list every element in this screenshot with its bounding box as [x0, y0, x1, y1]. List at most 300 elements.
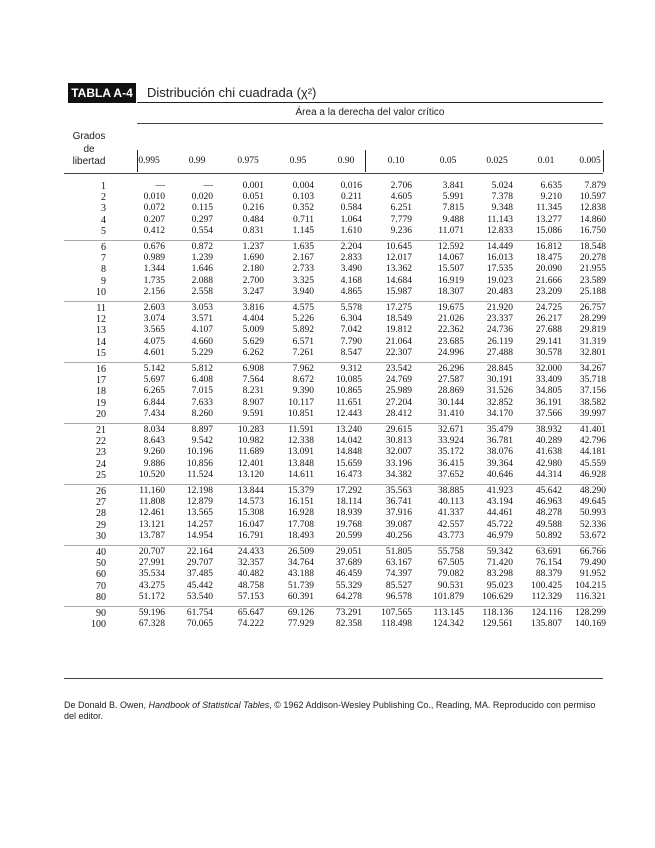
table-row: [0, 181, 655, 192]
row-group: [0, 303, 655, 364]
value-cell: 90.531: [437, 580, 464, 591]
value-cell: 25.989: [385, 386, 412, 397]
value-cell: 26.757: [579, 303, 606, 313]
value-cell: 12.198: [186, 486, 213, 496]
value-cell: 29.051: [335, 547, 362, 557]
value-cell: 13.362: [385, 264, 412, 275]
value-cell: 35.718: [579, 375, 606, 386]
value-cell: 0.051: [242, 192, 264, 203]
value-cell: 7.962: [292, 364, 314, 374]
value-cell: 2.558: [191, 286, 213, 297]
group-separator: [64, 423, 603, 424]
value-cell: 64.278: [335, 591, 362, 602]
value-cell: 107.565: [381, 608, 412, 618]
value-cell: 39.087: [385, 519, 412, 530]
value-cell: 3.841: [442, 181, 464, 191]
value-cell: 1.646: [191, 264, 213, 275]
value-cell: 74.222: [237, 619, 264, 630]
value-cell: 19.023: [486, 275, 513, 286]
value-cell: 27.991: [138, 558, 165, 569]
value-cell: 14.848: [335, 447, 362, 458]
value-cell: 37.652: [437, 469, 464, 480]
value-cell: 20.483: [486, 286, 513, 297]
value-cell: 51.805: [385, 547, 412, 557]
value-cell: 24.736: [486, 325, 513, 336]
value-cell: 37.485: [186, 569, 213, 580]
value-cell: 16.812: [535, 242, 562, 252]
value-cell: 7.779: [390, 214, 412, 225]
value-cell: 9.591: [242, 408, 264, 419]
value-cell: 53.540: [186, 591, 213, 602]
value-cell: 0.554: [191, 225, 213, 236]
df-cell: 19: [96, 397, 106, 409]
value-cell: 11.143: [487, 214, 513, 225]
footnote-prefix: De Donald B. Owen,: [64, 700, 149, 710]
value-cell: 43.188: [287, 569, 314, 580]
value-cell: 9.210: [540, 192, 562, 203]
table-row: [0, 348, 655, 359]
value-cell: 0.016: [340, 181, 362, 191]
value-cell: 12.017: [385, 253, 412, 264]
value-cell: 33.196: [385, 458, 412, 469]
value-cell: 22.307: [385, 347, 412, 358]
value-cell: 3.565: [143, 325, 165, 336]
value-cell: 3.816: [242, 303, 264, 313]
value-cell: 44.181: [579, 447, 606, 458]
value-cell: 79.490: [579, 558, 606, 569]
row-group: [0, 181, 655, 242]
value-cell: 91.952: [579, 569, 606, 580]
value-cell: 7.879: [584, 181, 606, 191]
value-cell: 8.672: [292, 375, 314, 386]
value-cell: 23.337: [486, 314, 513, 325]
value-cell: 20.278: [579, 253, 606, 264]
df-cell: 23: [96, 447, 106, 459]
alpha-header-1: 0.99: [188, 156, 206, 166]
table-row: [0, 203, 655, 214]
value-cell: 40.289: [535, 436, 562, 447]
value-cell: 59.196: [138, 608, 165, 618]
value-cell: 34.764: [287, 558, 314, 569]
value-cell: 55.758: [437, 547, 464, 557]
value-cell: 9.488: [442, 214, 464, 225]
value-cell: 0.989: [143, 253, 165, 264]
value-cell: 30.578: [535, 347, 562, 358]
value-cell: 27.204: [385, 397, 412, 408]
value-cell: 2.156: [143, 286, 165, 297]
value-cell: 12.833: [486, 225, 513, 236]
df-cell: 10: [96, 286, 106, 298]
table-title: Distribución chi cuadrada (χ²): [147, 85, 317, 100]
value-cell: 41.638: [535, 447, 562, 458]
table-label: TABLA A-4: [68, 83, 136, 103]
value-cell: 2.700: [242, 275, 264, 286]
value-cell: 112.329: [531, 591, 562, 602]
value-cell: 76.154: [535, 558, 562, 569]
table-row: [0, 425, 655, 436]
value-cell: 28.845: [486, 364, 513, 374]
value-cell: 45.559: [579, 458, 606, 469]
value-cell: 10.283: [237, 425, 264, 435]
value-cell: 51.172: [138, 591, 165, 602]
value-cell: 39.997: [579, 408, 606, 419]
table-row: [0, 398, 655, 409]
value-cell: 15.379: [287, 486, 314, 496]
df-header-line-2: de: [83, 143, 95, 155]
value-cell: 10.117: [288, 397, 314, 408]
value-cell: 28.299: [579, 314, 606, 325]
value-cell: 0.711: [292, 214, 314, 225]
value-cell: 79.082: [437, 569, 464, 580]
value-cell: 0.352: [292, 203, 314, 214]
value-cell: 50.892: [535, 530, 562, 541]
value-cell: 9.348: [491, 203, 513, 214]
value-cell: 67.328: [138, 619, 165, 630]
group-separator: [64, 301, 603, 302]
value-cell: 31.526: [486, 386, 513, 397]
table-row: [0, 608, 655, 619]
df-cell: 1: [101, 181, 106, 192]
header-rule: [137, 123, 603, 124]
df-cell: 7: [101, 253, 106, 265]
value-cell: 13.277: [535, 214, 562, 225]
value-cell: 16.928: [287, 508, 314, 519]
value-cell: 4.075: [143, 336, 165, 347]
value-cell: 4.660: [191, 336, 213, 347]
value-cell: 6.262: [242, 347, 264, 358]
value-cell: 50.993: [579, 508, 606, 519]
value-cell: 88.379: [535, 569, 562, 580]
value-cell: 44.314: [535, 469, 562, 480]
df-cell: 26: [96, 486, 106, 497]
value-cell: 13.120: [237, 469, 264, 480]
value-cell: 11.651: [336, 397, 362, 408]
value-cell: 60.391: [287, 591, 314, 602]
table-row: [0, 375, 655, 386]
df-cell: 30: [96, 530, 106, 542]
value-cell: 11.071: [438, 225, 464, 236]
table-body: [0, 181, 655, 669]
value-cell: 104.215: [575, 580, 606, 591]
value-cell: 36.415: [437, 458, 464, 469]
value-cell: 83.298: [486, 569, 513, 580]
header-divider-2: [603, 150, 604, 172]
value-cell: 10.856: [186, 458, 213, 469]
value-cell: 2.833: [340, 253, 362, 264]
value-cell: 26.217: [535, 314, 562, 325]
row-group: [0, 608, 655, 669]
value-cell: 38.932: [535, 425, 562, 435]
value-cell: 3.490: [340, 264, 362, 275]
value-cell: 14.067: [437, 253, 464, 264]
value-cell: 48.758: [237, 580, 264, 591]
value-cell: 0.216: [242, 203, 264, 214]
value-cell: 8.907: [242, 397, 264, 408]
value-cell: 30.813: [385, 436, 412, 447]
df-header-line-3: libertad: [72, 156, 106, 167]
alpha-header-4: 0.90: [337, 156, 355, 166]
value-cell: 18.475: [535, 253, 562, 264]
value-cell: 3.325: [292, 275, 314, 286]
value-cell: 15.659: [335, 458, 362, 469]
group-separator: [64, 545, 603, 546]
alpha-header-3: 0.95: [289, 156, 307, 166]
value-cell: 65.647: [237, 608, 264, 618]
value-cell: 0.584: [340, 203, 362, 214]
value-cell: 11.345: [536, 203, 562, 214]
value-cell: 5.226: [292, 314, 314, 325]
value-cell: 29.819: [579, 325, 606, 336]
value-cell: 15.507: [437, 264, 464, 275]
value-cell: 41.337: [437, 508, 464, 519]
value-cell: 9.260: [143, 447, 165, 458]
value-cell: 8.260: [191, 408, 213, 419]
value-cell: 45.442: [186, 580, 213, 591]
value-cell: 32.671: [437, 425, 464, 435]
value-cell: 45.642: [535, 486, 562, 496]
value-cell: 82.358: [335, 619, 362, 630]
value-cell: 43.773: [437, 530, 464, 541]
value-cell: 7.042: [340, 325, 362, 336]
value-cell: 12.592: [437, 242, 464, 252]
value-cell: 49.588: [535, 519, 562, 530]
value-cell: 100.425: [531, 580, 562, 591]
value-cell: 10.085: [335, 375, 362, 386]
value-cell: 29.141: [535, 336, 562, 347]
df-cell: 2: [101, 192, 106, 204]
value-cell: 38.076: [486, 447, 513, 458]
value-cell: 11.160: [139, 486, 165, 496]
value-cell: 36.741: [385, 497, 412, 508]
value-cell: 0.072: [143, 203, 165, 214]
value-cell: 1.610: [340, 225, 362, 236]
value-cell: 63.167: [385, 558, 412, 569]
value-cell: 1.239: [191, 253, 213, 264]
value-cell: 8.547: [340, 347, 362, 358]
value-cell: 46.459: [335, 569, 362, 580]
value-cell: 14.954: [186, 530, 213, 541]
value-cell: 17.535: [486, 264, 513, 275]
footnote-suffix: , © 1962 Addison-Wesley Publishing Co., Reading, MA. Reproducido con permiso del editor.: [64, 700, 596, 721]
row-group: [0, 364, 655, 425]
table-row: [0, 409, 655, 420]
value-cell: 5.991: [442, 192, 464, 203]
df-header-line-1: Grados: [72, 131, 106, 142]
group-separator: [64, 484, 603, 485]
value-cell: 7.434: [143, 408, 165, 419]
value-cell: 0.831: [242, 225, 264, 236]
alpha-header-6: 0.05: [439, 156, 457, 166]
group-separator: [64, 240, 603, 241]
value-cell: 15.086: [535, 225, 562, 236]
alpha-header-5: 0.10: [387, 156, 405, 166]
value-cell: 17.292: [335, 486, 362, 496]
value-cell: 24.433: [237, 547, 264, 557]
value-cell: 32.852: [486, 397, 513, 408]
value-cell: 3.247: [242, 286, 264, 297]
value-cell: 16.919: [437, 275, 464, 286]
df-cell: 6: [101, 242, 106, 253]
value-cell: 1.064: [340, 214, 362, 225]
value-cell: 129.561: [482, 619, 513, 630]
title-rule: [137, 102, 603, 103]
value-cell: 63.691: [535, 547, 562, 557]
df-cell: 25: [96, 469, 106, 481]
value-cell: 41.923: [486, 486, 513, 496]
value-cell: 10.520: [138, 469, 165, 480]
value-cell: 67.505: [437, 558, 464, 569]
value-cell: 2.167: [292, 253, 314, 264]
value-cell: 12.879: [186, 497, 213, 508]
value-cell: 6.571: [292, 336, 314, 347]
table-row: [0, 470, 655, 481]
value-cell: 0.412: [143, 225, 165, 236]
value-cell: 48.278: [535, 508, 562, 519]
df-cell: 5: [101, 225, 106, 237]
value-cell: 26.296: [437, 364, 464, 374]
value-cell: 0.676: [143, 242, 165, 252]
value-cell: 16.791: [237, 530, 264, 541]
value-cell: 118.136: [482, 608, 513, 618]
value-cell: 39.364: [486, 458, 513, 469]
value-cell: 7.261: [292, 347, 314, 358]
value-cell: 33.924: [437, 436, 464, 447]
value-cell: 2.733: [292, 264, 314, 275]
value-cell: 5.629: [242, 336, 264, 347]
value-cell: 124.342: [433, 619, 464, 630]
value-cell: 6.304: [340, 314, 362, 325]
row-group: [0, 242, 655, 303]
table-row: [0, 436, 655, 447]
value-cell: 20.707: [138, 547, 165, 557]
value-cell: 4.601: [143, 347, 165, 358]
value-cell: 22.362: [437, 325, 464, 336]
group-separator: [64, 606, 603, 607]
value-cell: 14.257: [186, 519, 213, 530]
value-cell: 8.034: [143, 425, 165, 435]
area-header: Área a la derecha del valor crítico: [295, 107, 445, 118]
value-cell: 5.024: [491, 181, 513, 191]
value-cell: 34.267: [579, 364, 606, 374]
value-cell: 27.587: [437, 375, 464, 386]
df-cell: 29: [96, 519, 106, 531]
value-cell: 16.473: [335, 469, 362, 480]
value-cell: 35.534: [138, 569, 165, 580]
df-cell: 15: [96, 347, 106, 359]
value-cell: 6.908: [242, 364, 264, 374]
value-cell: 35.563: [385, 486, 412, 496]
header-divider-0: [137, 150, 138, 172]
table-bottom-rule: [64, 678, 603, 679]
df-cell: 11: [96, 303, 106, 314]
value-cell: 40.256: [385, 530, 412, 541]
table-row: [0, 226, 655, 237]
value-cell: 0.020: [191, 192, 213, 203]
df-cell: 21: [96, 425, 106, 436]
value-cell: 17.708: [287, 519, 314, 530]
value-cell: 6.844: [143, 397, 165, 408]
value-cell: 24.996: [437, 347, 464, 358]
value-cell: 26.509: [287, 547, 314, 557]
value-cell: 9.390: [292, 386, 314, 397]
table-row: [0, 581, 655, 592]
value-cell: 52.336: [579, 519, 606, 530]
value-cell: 5.697: [143, 375, 165, 386]
value-cell: 37.689: [335, 558, 362, 569]
value-cell: 3.053: [191, 303, 213, 313]
value-cell: 11.689: [238, 447, 264, 458]
value-cell: 140.169: [575, 619, 606, 630]
value-cell: 10.196: [186, 447, 213, 458]
value-cell: 18.548: [579, 242, 606, 252]
value-cell: 3.940: [292, 286, 314, 297]
value-cell: 31.410: [437, 408, 464, 419]
value-cell: —: [155, 181, 165, 191]
value-cell: 16.047: [237, 519, 264, 530]
table-row: [0, 364, 655, 375]
value-cell: 29.707: [186, 558, 213, 569]
value-cell: 25.188: [579, 286, 606, 297]
value-cell: 1.344: [143, 264, 165, 275]
value-cell: 19.675: [437, 303, 464, 313]
alpha-rule: [64, 173, 603, 174]
value-cell: 32.000: [535, 364, 562, 374]
value-cell: 8.897: [191, 425, 213, 435]
value-cell: 4.107: [191, 325, 213, 336]
value-cell: 23.589: [579, 275, 606, 286]
table-row: [0, 314, 655, 325]
df-cell: 17: [96, 375, 106, 387]
value-cell: 19.768: [335, 519, 362, 530]
table-row: [0, 520, 655, 531]
value-cell: —: [203, 181, 213, 191]
value-cell: 21.064: [385, 336, 412, 347]
value-cell: 1.237: [242, 242, 264, 252]
value-cell: 11.808: [139, 497, 165, 508]
value-cell: 40.482: [237, 569, 264, 580]
value-cell: 0.001: [242, 181, 264, 191]
value-cell: 2.603: [143, 303, 165, 313]
table-row: [0, 508, 655, 519]
value-cell: 5.892: [292, 325, 314, 336]
value-cell: 13.240: [335, 425, 362, 435]
value-cell: 34.170: [486, 408, 513, 419]
source-footnote: [64, 700, 604, 722]
value-cell: 32.007: [385, 447, 412, 458]
value-cell: 24.769: [385, 375, 412, 386]
value-cell: 69.126: [287, 608, 314, 618]
value-cell: 12.838: [579, 203, 606, 214]
value-cell: 4.575: [292, 303, 314, 313]
value-cell: 34.382: [385, 469, 412, 480]
value-cell: 26.119: [487, 336, 513, 347]
value-cell: 101.879: [433, 591, 464, 602]
group-separator: [64, 362, 603, 363]
value-cell: 0.115: [191, 203, 213, 214]
value-cell: 34.805: [535, 386, 562, 397]
value-cell: 10.982: [237, 436, 264, 447]
value-cell: 7.815: [442, 203, 464, 214]
value-cell: 24.725: [535, 303, 562, 313]
value-cell: 9.236: [390, 225, 412, 236]
value-cell: 11.591: [288, 425, 314, 435]
value-cell: 20.599: [335, 530, 362, 541]
value-cell: 21.920: [486, 303, 513, 313]
value-cell: 2.088: [191, 275, 213, 286]
value-cell: 37.916: [385, 508, 412, 519]
value-cell: 10.597: [579, 192, 606, 203]
value-cell: 48.290: [579, 486, 606, 496]
